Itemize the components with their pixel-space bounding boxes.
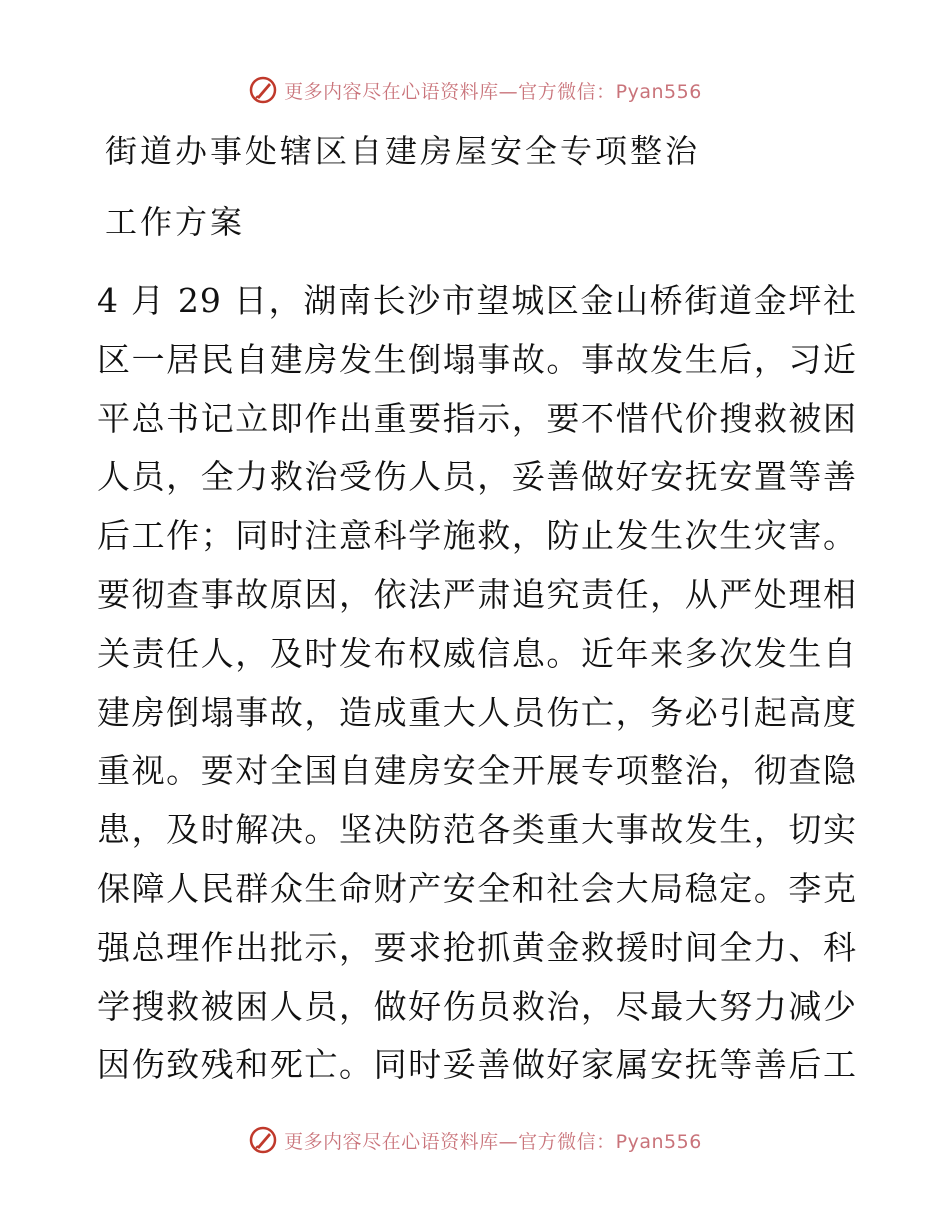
body-line: 平总书记立即作出重要指示，要不惜代价搜救被困 <box>97 398 857 438</box>
watermark-text: 更多内容尽在心语资料库—官方微信：Pyan556 <box>284 80 702 103</box>
body-line: 4 月 29 日，湖南长沙市望城区金山桥街道金坪社 <box>97 281 857 320</box>
watermark-header <box>0 72 950 108</box>
body-line: 因伤致残和死亡。同时妥善做好家属安抚等善后工 <box>97 1045 857 1085</box>
body-line: 关责任人，及时发布权威信息。近年来多次发生自 <box>97 633 857 673</box>
body-line: 重视。要对全国自建房安全开展专项整治，彻查隐 <box>97 751 857 791</box>
body-line: 保障人民群众生命财产安全和社会大局稳定。李克 <box>97 868 857 908</box>
watermark-text: 更多内容尽在心语资料库—官方微信：Pyan556 <box>284 1130 702 1153</box>
quill-logo-icon <box>248 1125 278 1155</box>
body-line: 区一居民自建房发生倒塌事故。事故发生后，习近 <box>97 339 857 379</box>
body-line: 人员，全力救治受伤人员，妥善做好安抚安置等善 <box>97 457 857 497</box>
body-line: 学搜救被困人员，做好伤员救治，尽最大努力减少 <box>97 986 857 1026</box>
body-line: 后工作；同时注意科学施救，防止发生次生灾害。 <box>97 516 857 556</box>
document-body <box>97 272 857 1095</box>
body-line: 建房倒塌事故，造成重大人员伤亡，务必引起高度 <box>97 692 857 732</box>
body-line: 要彻查事故原因，依法严肃追究责任，从严处理相 <box>97 574 857 614</box>
document-subtitle: 工作方案 <box>105 203 246 241</box>
document-title: 街道办事处辖区自建房屋安全专项整治 <box>105 132 701 170</box>
watermark-footer <box>0 1122 950 1158</box>
body-line: 强总理作出批示，要求抢抓黄金救援时间全力、科 <box>97 927 857 967</box>
body-line: 患，及时解决。坚决防范各类重大事故发生，切实 <box>97 810 857 850</box>
quill-logo-icon <box>248 75 278 105</box>
